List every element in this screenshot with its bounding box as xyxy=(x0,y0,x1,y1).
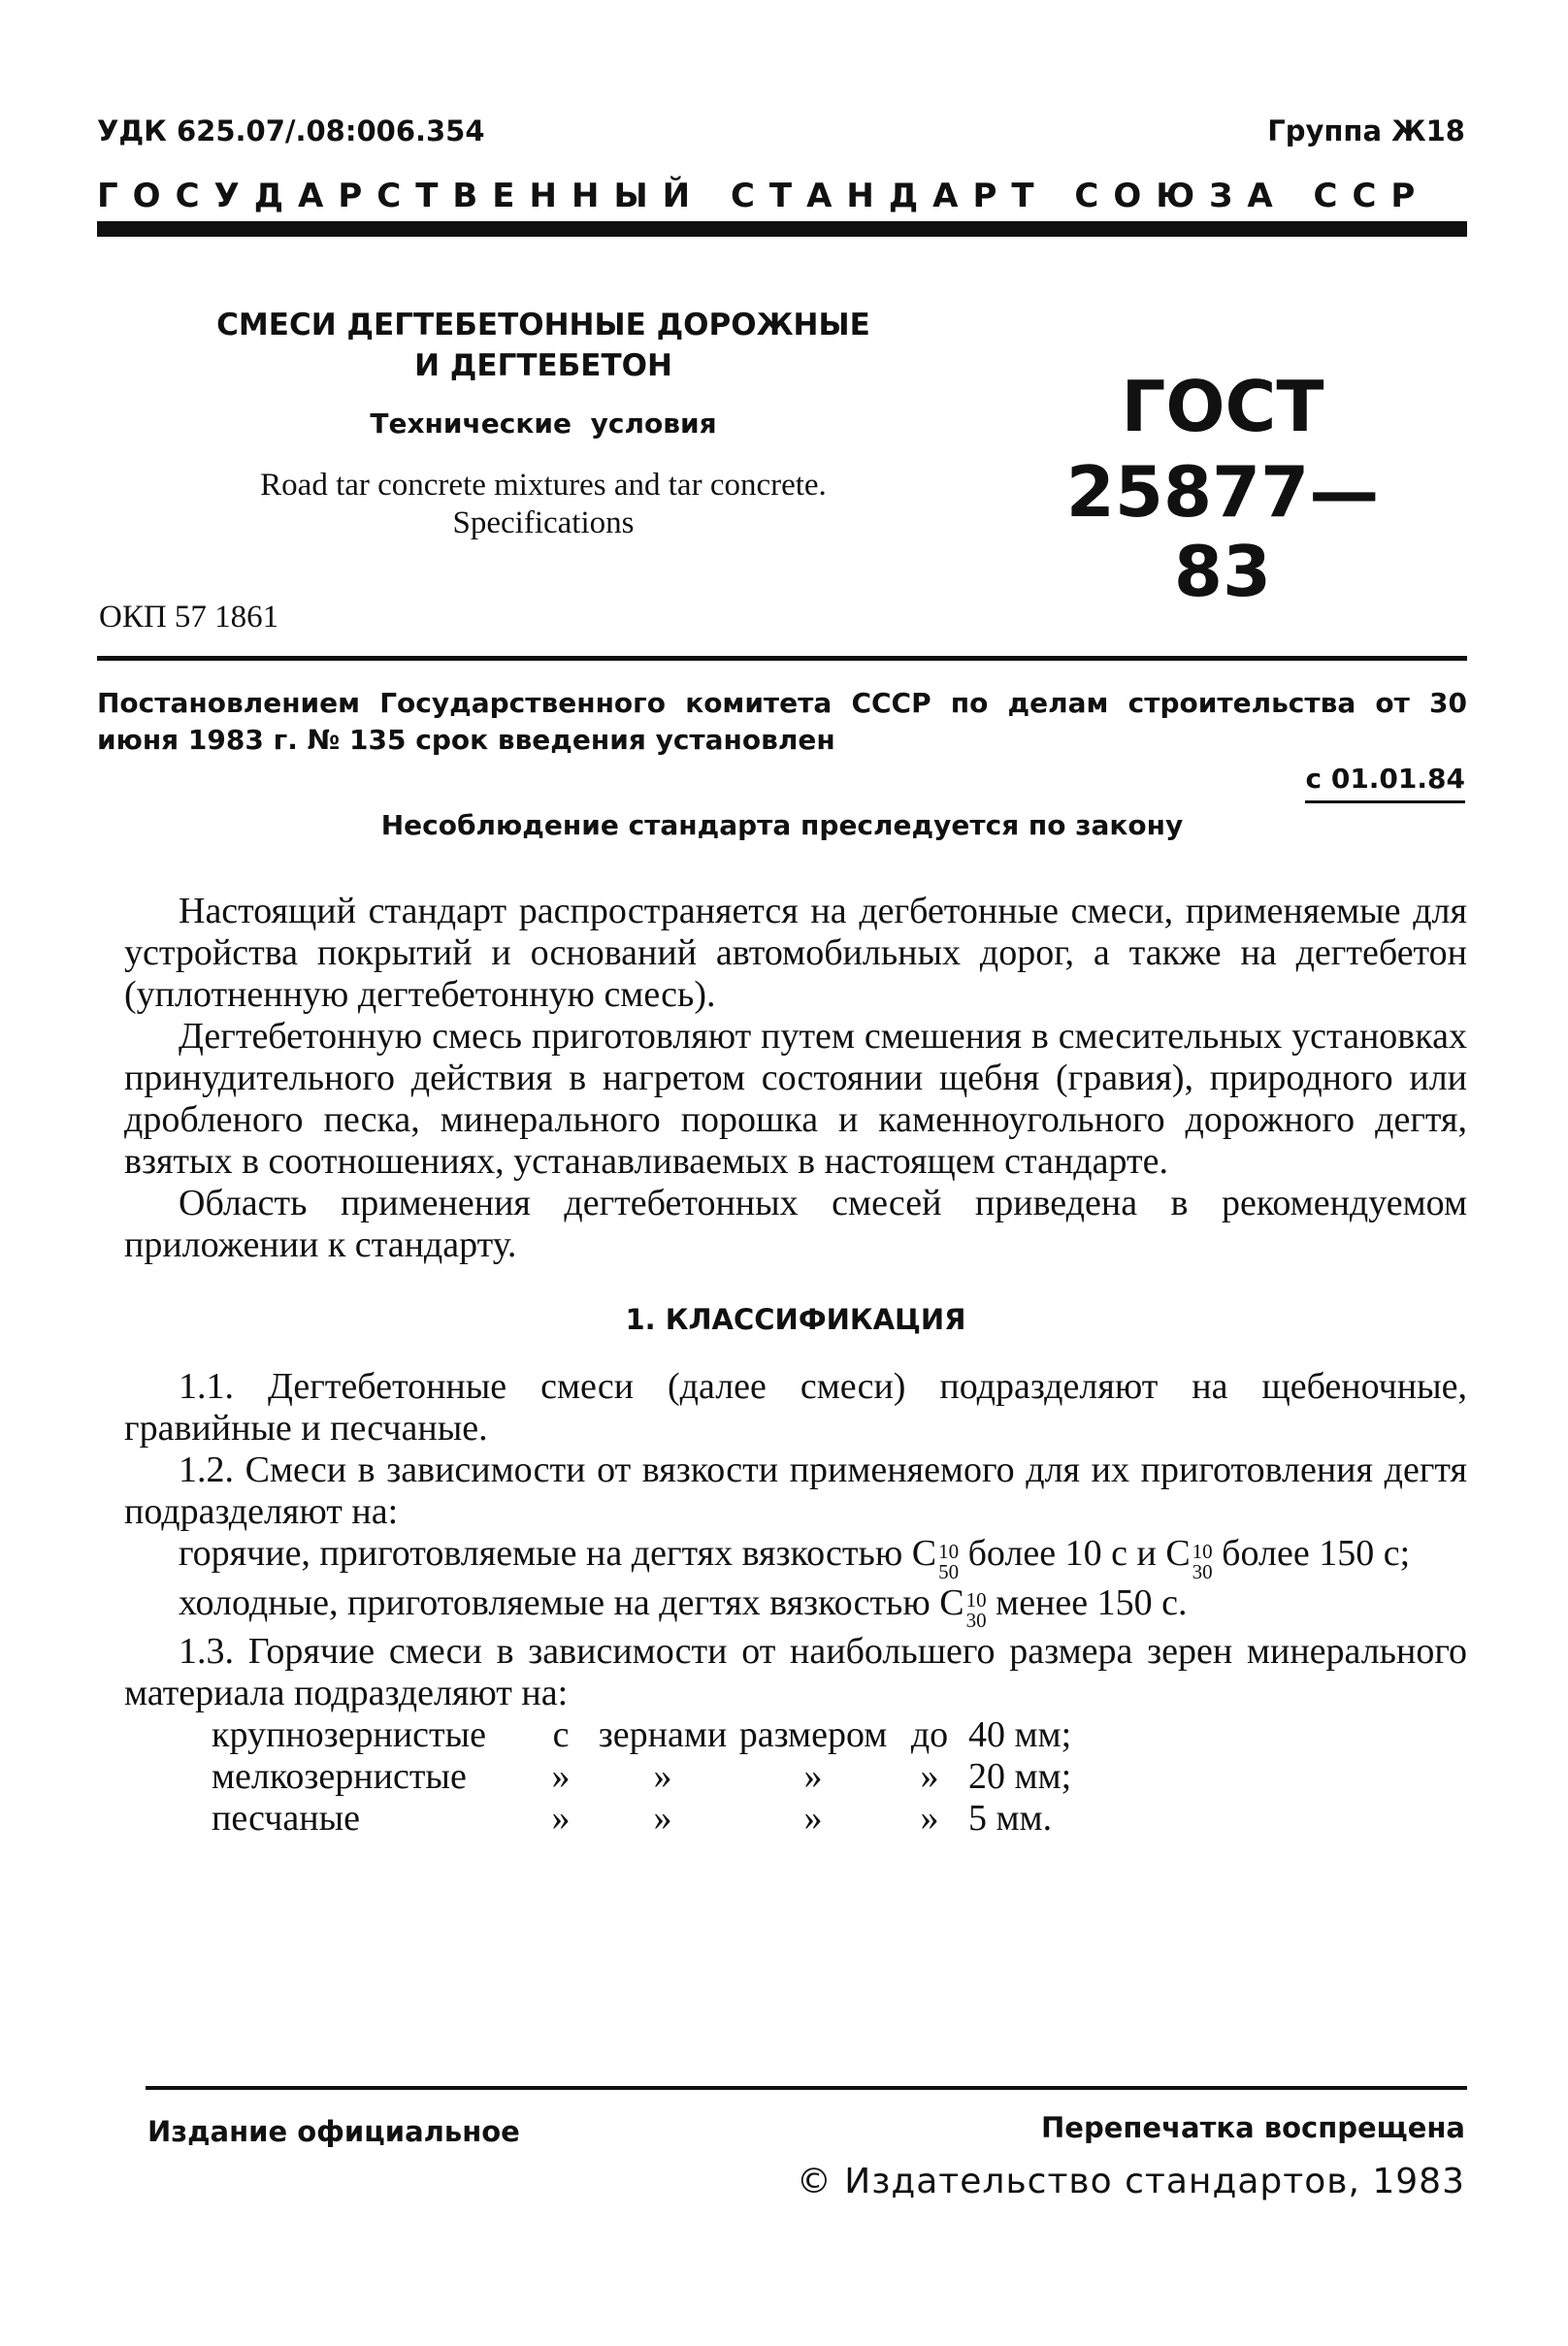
section-heading-classification: 1. КЛАССИФИКАЦИЯ xyxy=(625,1303,966,1336)
title-line-1: СМЕСИ ДЕГТЕБЕТОННЫЕ ДОРОЖНЫЕ xyxy=(216,308,870,342)
cold-mixtures-definition xyxy=(124,1582,1467,1632)
title-line-2: И ДЕГТЕБЕТОН xyxy=(414,348,672,383)
okp-code: ОКП 57 1861 xyxy=(99,600,279,635)
group-code: Группа Ж18 xyxy=(1267,114,1465,147)
grain-cell-size: 5 мм. xyxy=(968,1798,1053,1840)
english-title-line-2: Specifications xyxy=(452,505,635,540)
gost-number: 25877—83 xyxy=(1065,451,1380,612)
footer-divider xyxy=(146,2086,1467,2090)
intro-paragraph-1: Настоящий стандарт распространяется на дегбетонные смеси, применяемые для устройства покрытий и оснований автомобильных дорог, а также на дегтебетон (уплотненную дегтебетонную смесь). xyxy=(124,891,1467,1015)
grain-cell-c1: с xyxy=(552,1714,570,1756)
section-divider xyxy=(97,656,1467,661)
english-title xyxy=(194,467,893,542)
state-standard-banner: ГОСУДАРСТВЕННЫЙ СТАНДАРТ СОЮЗА ССР xyxy=(97,177,1430,215)
title-block xyxy=(194,305,893,542)
document-body xyxy=(124,891,1467,1840)
reprint-prohibited-label: Перепечатка воспрещена xyxy=(1041,2111,1465,2144)
grain-cell-c4: » xyxy=(920,1798,939,1840)
document-subtitle: Технические условия xyxy=(370,407,717,440)
grain-cell-c3: » xyxy=(803,1756,823,1798)
gost-designation xyxy=(1029,367,1417,611)
grain-row xyxy=(212,1714,1114,1756)
intro-paragraph-2: Дегтебетонную смесь приготовляют путем смешения в смесительных установках принудительного действия в нагретом состоянии щебня (гравия), природного или дробленого песка, минерального порошка и каменноугольного дорожного дегтя, взятых в соотношениях, устанавливаемых в настоящем стандарте. xyxy=(124,1016,1467,1182)
intro-paragraph-3: Область применения дегтебетонных смесей приведена в рекомендуемом приложении к стандарту. xyxy=(124,1183,1467,1265)
hot-text-c: более 150 с; xyxy=(1222,1533,1411,1574)
gost-label: ГОСТ xyxy=(1121,366,1324,447)
grain-cell-name: мелкозернистые xyxy=(212,1756,467,1798)
grain-cell-name: песчаные xyxy=(212,1798,360,1840)
grain-cell-name: крупнозернистые xyxy=(212,1714,487,1756)
cold-text-b: менее 150 с. xyxy=(996,1581,1188,1623)
grain-row xyxy=(212,1756,1114,1798)
publisher-copyright: © Издательство стандартов, 1983 xyxy=(796,2162,1465,2201)
hot-text-a: горячие, приготовляемые на дегтях вязкостью xyxy=(179,1533,903,1574)
grain-cell-c3: » xyxy=(803,1798,823,1840)
viscosity-c30-symbol: С 10 30 xyxy=(939,1581,987,1633)
effective-date: с 01.01.84 xyxy=(1305,763,1465,803)
liability-notice: Несоблюдение стандарта преследуется по закону xyxy=(380,809,1184,841)
grain-cell-c2: » xyxy=(653,1798,672,1840)
hot-text-b: более 10 с и xyxy=(967,1533,1157,1574)
official-edition-label: Издание официальное xyxy=(147,2115,520,2148)
clause-1-3: 1.3. Горячие смеси в зависимости от наибольшего размера зерен минерального материала подразделяют на: xyxy=(124,1631,1467,1714)
grain-cell-c2: » xyxy=(653,1756,672,1798)
udk-code: УДК 625.07/.08:006.354 xyxy=(97,114,485,147)
decree-text: Постановлением Государственного комитета СССР по делам строительства от 30 июня 1983 г. № 135 срок введения установлен xyxy=(97,687,1467,756)
header-divider xyxy=(97,221,1467,237)
grain-cell-c4: до xyxy=(910,1714,949,1756)
grain-cell-c3: размером xyxy=(738,1714,888,1756)
hot-mixtures-definition xyxy=(124,1533,1467,1582)
grain-cell-c2: зернами xyxy=(598,1714,728,1756)
grain-cell-c1: » xyxy=(551,1798,571,1840)
grain-size-list xyxy=(212,1714,1114,1840)
grain-cell-size: 40 мм; xyxy=(968,1714,1072,1756)
english-title-line-1: Road tar concrete mixtures and tar concrete. xyxy=(260,468,827,503)
clause-1-1: 1.1. Дегтебетонные смеси (далее смеси) подразделяют на щебеночные, гравийные и песчаные. xyxy=(124,1366,1467,1449)
grain-cell-c1: » xyxy=(551,1756,571,1798)
viscosity-c30-symbol: С 10 30 xyxy=(1165,1533,1213,1583)
grain-cell-c4: » xyxy=(920,1756,939,1798)
grain-cell-size: 20 мм; xyxy=(968,1756,1072,1798)
clause-1-2: 1.2. Смеси в зависимости от вязкости применяемого для их приготовления дегтя подразделяют на: xyxy=(124,1450,1467,1532)
viscosity-c50-symbol: С 10 50 xyxy=(911,1533,960,1583)
document-title xyxy=(194,305,893,386)
cold-text-a: холодные, приготовляемые на дегтях вязкостью xyxy=(179,1581,931,1623)
grain-row xyxy=(212,1798,1114,1840)
